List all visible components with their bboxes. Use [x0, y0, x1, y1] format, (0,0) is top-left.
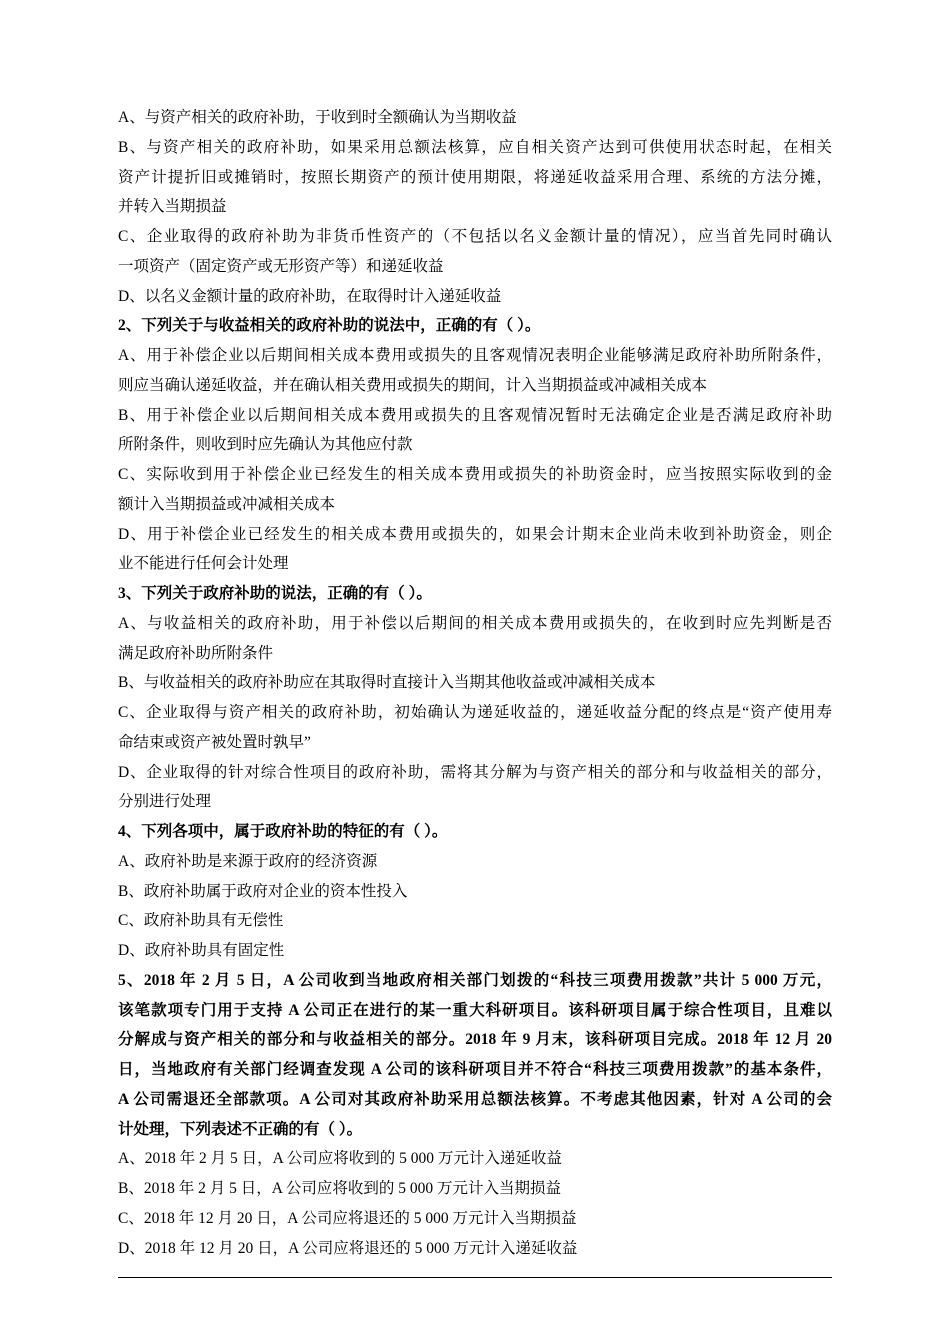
text-line: C、政府补助具有无偿性: [118, 912, 284, 930]
answer-option: [118, 1144, 832, 1174]
text-line: C、企业取得与资产相关的政府补助，初始确认为递延收益的，递延收益分配的终点是“资产使用寿: [118, 704, 832, 721]
answer-option: [118, 847, 832, 877]
text-line: 日，当地政府有关部门经调查发现 A 公司的该科研项目并不符合“科技三项费用拨款”的基本条件，: [118, 1061, 832, 1078]
answer-option: [118, 1234, 832, 1264]
text-line: 命结束或资产被处置时孰早”: [118, 733, 311, 751]
answer-option: [118, 133, 832, 222]
text-line: C、实际收到用于补偿企业已经发生的相关成本费用或损失的补助资金时，应当按照实际收到的金: [118, 466, 832, 483]
text-line: B、政府补助属于政府对企业的资本性投入: [118, 882, 408, 900]
answer-option: [118, 282, 832, 312]
text-line: D、政府补助具有固定性: [118, 942, 285, 959]
text-line: D、用于补偿企业已经发生的相关成本费用或损失的，如果会计期末企业尚未收到补助资金，则企: [118, 525, 832, 543]
text-line: A、与收益相关的政府补助，用于补偿以后期间的相关成本费用或损失的，在收到时应先判断是否: [118, 614, 832, 632]
text-line: A 公司需退还全部款项。A 公司对其政府补助采用总额法核算。不考虑其他因素，针对 A 公司的会: [118, 1090, 832, 1108]
text-line: A、政府补助是来源于政府的经济资源: [118, 852, 378, 870]
text-line: A、用于补偿企业以后期间相关成本费用或损失的且客观情况表明企业能够满足政府补助所附条件，: [118, 347, 832, 364]
question-stem: [118, 817, 832, 847]
text-line: 满足政府补助所附条件: [118, 644, 274, 662]
text-line: D、以名义金额计量的政府补助，在取得时计入递延收益: [118, 287, 502, 305]
text-line: C、2018 年 12 月 20 日，A 公司应将退还的 5 000 万元计入当期损益: [118, 1209, 577, 1227]
text-line: D、2018 年 12 月 20 日，A 公司应将退还的 5 000 万元计入递延收益: [118, 1239, 578, 1257]
text-line: 2、下列关于与收益相关的政府补助的说法中，正确的有（ ）。: [118, 317, 541, 335]
text-line: B、2018 年 2 月 5 日，A 公司应将收到的 5 000 万元计入当期损益: [118, 1180, 562, 1197]
text-line: D、企业取得的针对综合性项目的政府补助，需将其分解为与资产相关的部分和与收益相关的部分，: [118, 763, 832, 781]
text-line: 该笔款项专门用于支持 A 公司正在进行的某一重大科研项目。该科研项目属于综合性项目，且难以: [118, 1001, 832, 1019]
answer-option: [118, 103, 832, 133]
document-body: [118, 103, 832, 1263]
text-line: A、与资产相关的政府补助，于收到时全额确认为当期收益: [118, 109, 517, 126]
text-line: 业不能进行任何会计处理: [118, 555, 289, 573]
text-line: C、企业取得的政府补助为非货币性资产的（不包括以名义金额计量的情况），应当首先同时确认: [118, 228, 832, 245]
text-line: 计处理，下列表述不正确的有（ ）。: [118, 1120, 363, 1138]
answer-option: [118, 341, 832, 401]
text-line: 3、下列关于政府补助的说法，正确的有（ ）。: [118, 585, 432, 602]
question-stem: [118, 966, 832, 1145]
text-line: 4、下列各项中，属于政府补助的特征的有（ ）。: [118, 823, 448, 840]
text-line: 资产计提折旧或摊销时，按照长期资产的预计使用期限，将递延收益采用合理、系统的方法分摊，: [118, 168, 832, 186]
answer-option: [118, 460, 832, 520]
answer-option: [118, 758, 832, 818]
answer-option: [118, 520, 832, 580]
text-line: A、2018 年 2 月 5 日，A 公司应将收到的 5 000 万元计入递延收益: [118, 1150, 562, 1168]
text-line: 额计入当期损益或冲减相关成本: [118, 495, 336, 513]
answer-option: [118, 1204, 832, 1234]
answer-option: [118, 877, 832, 907]
text-line: B、用于补偿企业以后期间相关成本费用或损失的且客观情况暂时无法确定企业是否满足政府补助: [118, 406, 832, 424]
answer-option: [118, 668, 832, 698]
answer-option: [118, 1174, 832, 1204]
answer-option: [118, 401, 832, 461]
text-line: 一项资产（固定资产或无形资产等）和递延收益: [118, 257, 444, 275]
text-line: 分别进行处理: [118, 793, 212, 811]
text-line: 则应当确认递延收益，并在确认相关费用或损失的期间，计入当期损益或冲减相关成本: [118, 376, 708, 394]
question-stem: [118, 579, 832, 609]
text-line: B、与资产相关的政府补助，如果采用总额法核算，应自相关资产达到可供使用状态时起，在相关: [118, 138, 832, 156]
text-line: 并转入当期损益: [118, 198, 227, 216]
answer-option: [118, 906, 832, 936]
answer-option: [118, 609, 832, 669]
text-line: 分解成与资产相关的部分和与收益相关的部分。2018 年 9 月末，该科研项目完成。2018 年 12 月 20: [118, 1031, 832, 1049]
text-line: 5、2018 年 2 月 5 日，A 公司收到当地政府相关部门划拨的“科技三项费用拨款”共计 5 000 万元，: [118, 971, 832, 989]
footer-divider: [118, 1277, 832, 1278]
answer-option: [118, 936, 832, 966]
question-stem: [118, 311, 832, 341]
answer-option: [118, 222, 832, 282]
answer-option: [118, 698, 832, 758]
text-line: B、与收益相关的政府补助应在其取得时直接计入当期其他收益或冲减相关成本: [118, 674, 656, 692]
text-line: 所附条件，则收到时应先确认为其他应付款: [118, 436, 413, 454]
